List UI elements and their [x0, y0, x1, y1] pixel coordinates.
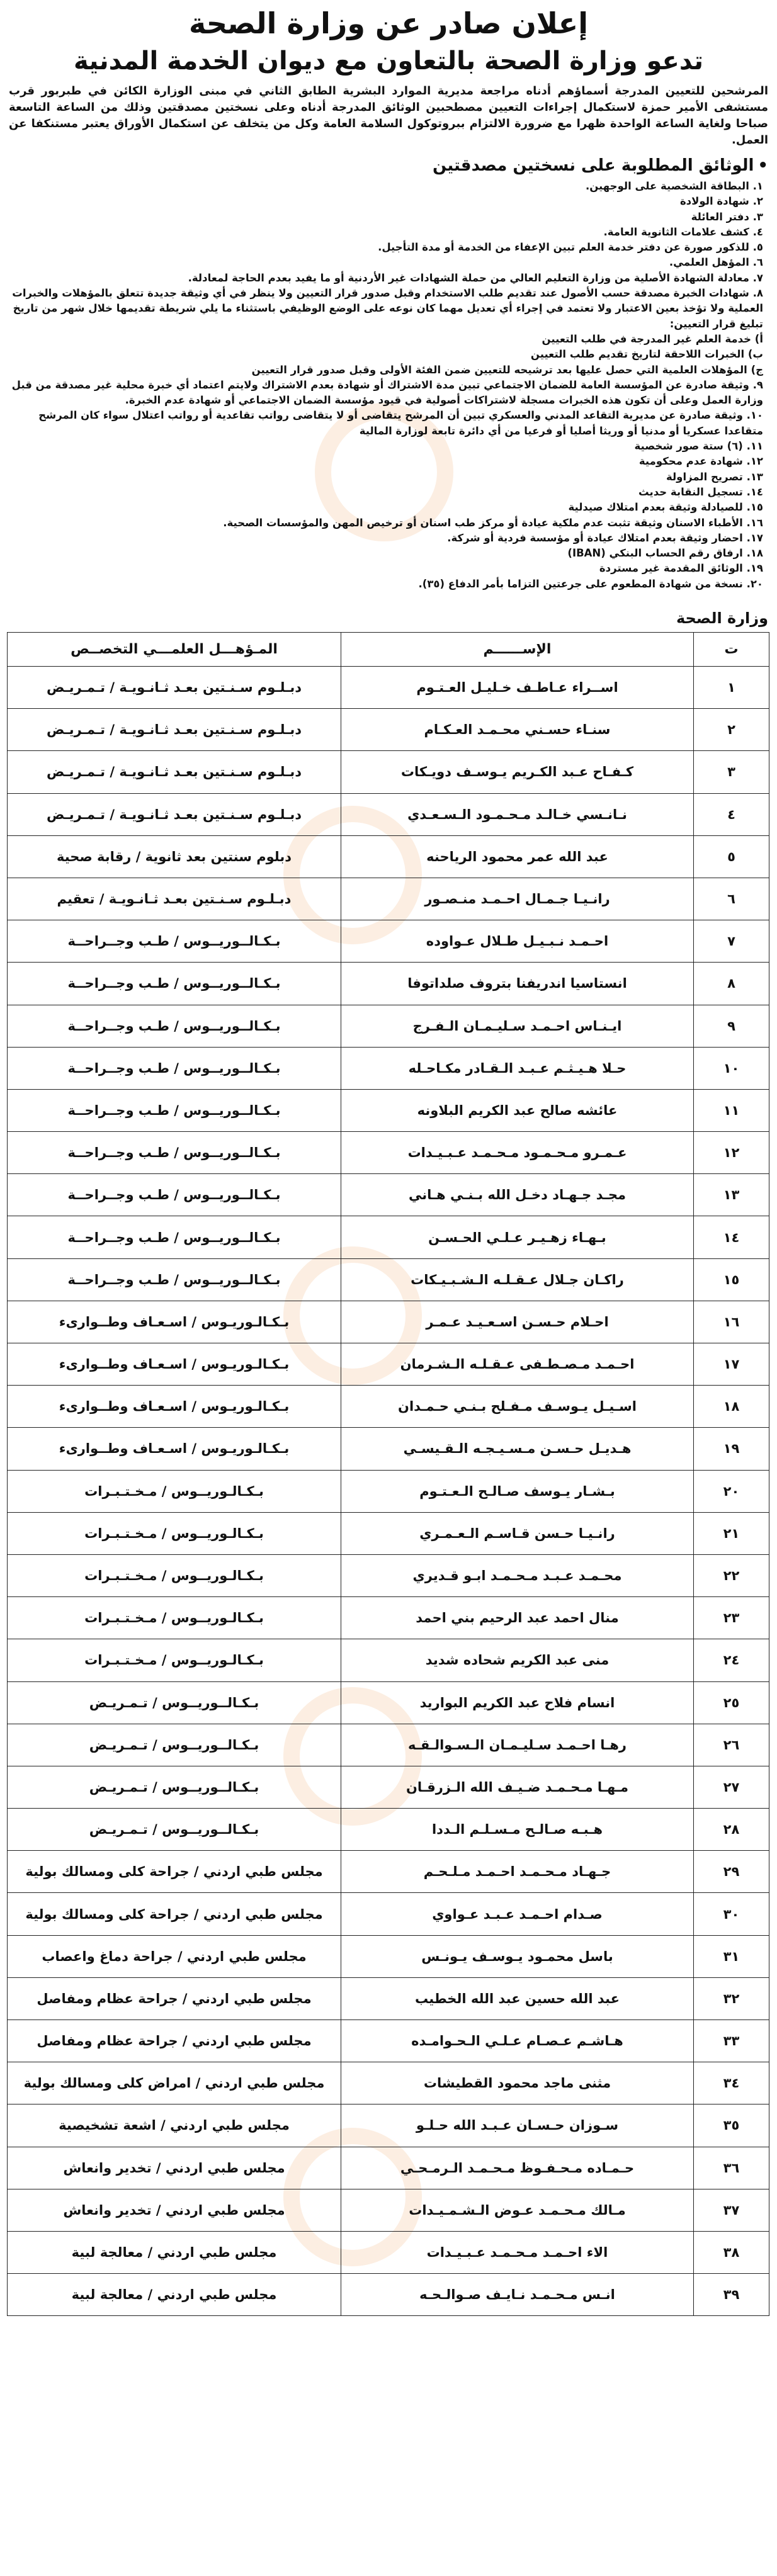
- document-item: ١. البطاقة الشخصية على الوجهين.: [585, 180, 763, 192]
- row-number: ٣٤: [694, 2062, 769, 2104]
- table-row: [8, 1809, 769, 1851]
- table-row: [8, 1089, 769, 1131]
- document-item: ١٤. تسجيل النقابة حديث: [638, 485, 763, 498]
- row-name: رانـيـا جـمـال احـمـد منـصـور: [341, 878, 694, 920]
- row-number: ٢٣: [694, 1597, 769, 1639]
- row-qualification: بـكـالـوريــوس / مـخـتـبـرات: [8, 1470, 341, 1512]
- row-name: عبد الله عمر محمود الرياحنه: [341, 835, 694, 878]
- row-name: انستاسيا اندريفنا بتروف صلداتوفا: [341, 963, 694, 1005]
- table-row: [8, 1851, 769, 1893]
- row-number: ١١: [694, 1089, 769, 1131]
- row-name: منى عبد الكريم شحاده شديد: [341, 1639, 694, 1681]
- row-qualification: بـكـالــوريــوس / طـب وجــراحــة: [8, 1132, 341, 1174]
- document-item: ٤. كشف علامات الثانوية العامة.: [603, 225, 763, 238]
- row-qualification: بـكـالــوريــوس / تـمـريـض: [8, 1809, 341, 1851]
- table-row: [8, 1554, 769, 1596]
- row-number: ١٧: [694, 1343, 769, 1386]
- row-name: اسـيـل يـوسـف مـفـلح بـنـي حـمـدان: [341, 1386, 694, 1428]
- row-number: ١٦: [694, 1301, 769, 1343]
- table-row: [8, 1639, 769, 1681]
- header-number: ت: [694, 633, 769, 667]
- table-row: [8, 751, 769, 793]
- table-body: [8, 667, 769, 2316]
- row-number: ٣: [694, 751, 769, 793]
- row-name: احـمـد نـبـيـل طـلال عـواوده: [341, 920, 694, 963]
- intro-paragraph: المرشحين للتعيين المدرجة أسماؤهم أدناه مراجعة مديرية الموارد البشرية الطابق الثاني في مبنى الوزارة الكائن في طبربور قرب مستشفى الأمير حمزة لاستكمال إجراءات التعيين مصطحبين الوثائق المدرجة أدناه وعلى نسختين مصدقتين وذلك من الساعة التاسعة صباحا ولغاية الساعة الواحدة ظهرا مع ضرورة الالتزام ببروتوكول السلامة العامة وكل من يتخلف عن استكمال الأوراق يعتبر مستنكفا عن العمل.: [9, 84, 768, 147]
- table-row: [8, 1301, 769, 1343]
- documents-list: [0, 179, 777, 592]
- row-number: ٣٢: [694, 1977, 769, 2020]
- row-name: كـفـاح عـبد الكـريم يـوسـف دويـكات: [341, 751, 694, 793]
- table-row: [8, 1174, 769, 1216]
- row-name: حـلا هـيـثـم عـبـد الـقـادر مكـاحـله: [341, 1047, 694, 1089]
- header-qualification: المـؤهـــل العلمـــي التخصــص: [8, 633, 341, 667]
- table-row: [8, 1681, 769, 1724]
- row-number: ٣٨: [694, 2231, 769, 2273]
- row-name: عبد الله حسين عبد الله الخطيب: [341, 1977, 694, 2020]
- table-row: [8, 1047, 769, 1089]
- row-number: ٣٠: [694, 1893, 769, 1935]
- table-row: [8, 1766, 769, 1808]
- document-item: ٦. المؤهل العلمي.: [669, 256, 763, 269]
- row-qualification: دبـلـوم سـنـتين بعـد ثـانـويـة / تعقيم: [8, 878, 341, 920]
- row-number: ٣١: [694, 1935, 769, 1977]
- document-item: ج) المؤهلات العلمية التي حصل عليها بعد ترشيحه للتعيين ضمن الفئة الأولى وقبل صدور قرار التعيين: [251, 363, 763, 376]
- row-qualification: دبـلـوم سـنـتين بعـد ثـانـويـة / تـمـريـض: [8, 667, 341, 709]
- table-row: [8, 920, 769, 963]
- row-qualification: مجلس طبي اردني / جراحة عظام ومفاصل: [8, 1977, 341, 2020]
- document-item: ١٢. شهادة عدم محكومية: [638, 455, 763, 468]
- row-qualification: بـكـالـوريـوس / اسـعـاف وطــوارىء: [8, 1343, 341, 1386]
- row-number: ٢٥: [694, 1681, 769, 1724]
- row-number: ٢٤: [694, 1639, 769, 1681]
- row-qualification: مجلس طبي اردني / جراحة كلى ومسالك بولية: [8, 1893, 341, 1935]
- table-header-row: [8, 633, 769, 667]
- row-number: ١٩: [694, 1428, 769, 1470]
- row-name: احـمـد مـصـطـفى عـقـلـه الـشـرمان: [341, 1343, 694, 1386]
- row-number: ١٨: [694, 1386, 769, 1428]
- document-item: ١٣. تصريح المزاولة: [666, 470, 763, 483]
- row-number: ٥: [694, 835, 769, 878]
- table-row: [8, 1893, 769, 1935]
- row-name: هـاشـم عـصـام عـلـي الـحـوامـده: [341, 2020, 694, 2062]
- row-name: مـهـا مـحـمـد ضـيـف الله الـزرقـان: [341, 1766, 694, 1808]
- row-qualification: بـكـالـوريـوس / اسـعـاف وطــوارىء: [8, 1428, 341, 1470]
- table-row: [8, 1597, 769, 1639]
- row-number: ٢٧: [694, 1766, 769, 1808]
- row-name: مثنى ماجد محمود القطيشات: [341, 2062, 694, 2104]
- row-name: احـلام حـسـن اسـعـيـد عـمـر: [341, 1301, 694, 1343]
- candidates-table: [7, 632, 769, 2316]
- row-qualification: بـكـالــوريــوس / تـمـريـض: [8, 1681, 341, 1724]
- row-number: ١٥: [694, 1258, 769, 1301]
- row-name: صـدام احـمـد عـبـد عـواوي: [341, 1893, 694, 1935]
- row-name: رانـيـا حـسن قـاسـم الـعـمـري: [341, 1512, 694, 1554]
- row-number: ٣٧: [694, 2189, 769, 2231]
- table-row: [8, 963, 769, 1005]
- row-number: ٣٩: [694, 2274, 769, 2316]
- row-number: ٦: [694, 878, 769, 920]
- documents-heading: • الوثائق المطلوبة على نسختين مصدقتين: [0, 149, 777, 179]
- document-item: ٢. شهادة الولادة: [679, 195, 763, 208]
- table-row: [8, 1470, 769, 1512]
- row-number: ٣٥: [694, 2104, 769, 2147]
- table-row: [8, 1386, 769, 1428]
- table-row: [8, 1512, 769, 1554]
- document-item: ١٩. الوثائق المقدمة غير مستردة: [599, 562, 763, 575]
- document-item: ٥. للذكور صورة عن دفتر خدمة العلم تبين الإعفاء من الخدمة أو مدة التأجيل.: [378, 241, 763, 254]
- row-name: هـبـه صـالـح مـسـلـم الـددا: [341, 1809, 694, 1851]
- row-number: ٣٣: [694, 2020, 769, 2062]
- row-name: عـمـرو مـحـمـود مـحـمـد عـبـيـدات: [341, 1132, 694, 1174]
- row-name: راكـان جـلال عـقـلـه الـشـبـيـكات: [341, 1258, 694, 1301]
- document-item: ١٨. ارفاق رقم الحساب البنكي (IBAN): [567, 547, 763, 560]
- table-row: [8, 2147, 769, 2189]
- row-name: انـس مـحـمـد نـايـف صـوالـحـه: [341, 2274, 694, 2316]
- row-name: حـمـاده مـحـفـوظ مـحـمـد الـرمـحـي: [341, 2147, 694, 2189]
- table-row: [8, 1258, 769, 1301]
- row-number: ١٣: [694, 1174, 769, 1216]
- row-name: بـهـاء زهـيـر عـلـي الحـسـن: [341, 1216, 694, 1258]
- row-number: ٢١: [694, 1512, 769, 1554]
- document-item: ١٧. احضار وثيقة بعدم امتلاك عيادة أو مؤسسة فردية أو شركة.: [447, 531, 763, 544]
- table-row: [8, 2231, 769, 2273]
- row-number: ١٤: [694, 1216, 769, 1258]
- row-name: مـالك مـحـمـد عـوض الـشـمـيـدات: [341, 2189, 694, 2231]
- row-qualification: دبـلـوم سـنـتين بعـد ثـانـويـة / تـمـريـض: [8, 709, 341, 751]
- row-number: ٢: [694, 709, 769, 751]
- row-qualification: بـكـالـوريـوس / اسـعـاف وطــوارىء: [8, 1386, 341, 1428]
- table-row: [8, 2062, 769, 2104]
- row-qualification: مجلس طبي اردني / جراحة دماغ واعصاب: [8, 1935, 341, 1977]
- row-name: عائشه صالح عبد الكريم البلاونه: [341, 1089, 694, 1131]
- announcement-subtitle: تدعو وزارة الصحة بالتعاون مع ديوان الخدمة المدنية: [74, 47, 703, 76]
- row-number: ٢٠: [694, 1470, 769, 1512]
- row-qualification: مجلس طبي اردني / جراحة كلى ومسالك بولية: [8, 1851, 341, 1893]
- row-qualification: مجلس طبي اردني / اشعة تشخيصية: [8, 2104, 341, 2147]
- document-item: ٨. شهادات الخبرة مصدقة حسب الأصول عند تقديم طلب الاستخدام وقبل صدور قرار التعيين ولا ينظر في أي وثيقة جديدة تتعلق بالمؤهلات والخبرات العملية ولا تؤخذ بعين الاعتبار ولا تعتمد في إجراء أي تعديل مهما كان نوعه على الوضع الوظيفي باستثناء ما يلي شريطة تقديمها خلال شهر من تاريخ تبليغ قرار التعيين:: [12, 287, 763, 330]
- announcement-header: [0, 0, 777, 79]
- row-qualification: مجلس طبي اردني / امراض كلى ومسالك بولية: [8, 2062, 341, 2104]
- row-qualification: مجلس طبي اردني / تخدير وانعاش: [8, 2147, 341, 2189]
- row-name: ايـنـاس احـمـد سـليـمـان الـفـرج: [341, 1005, 694, 1047]
- document-item: ٢٠. نسخة من شهادة المطعوم على جرعتين التزاما بأمر الدفاع (٣٥).: [418, 577, 763, 590]
- table-row: [8, 835, 769, 878]
- row-name: اســراء عـاطـف خـليـل العـتـوم: [341, 667, 694, 709]
- row-number: ٩: [694, 1005, 769, 1047]
- ministry-label: وزارة الصحة: [676, 609, 768, 628]
- row-number: ٢٦: [694, 1724, 769, 1766]
- document-item: ١٦. الأطباء الاسنان وثيقة تثبت عدم ملكية عيادة أو مركز طب اسنان أو ترخيص المهن والمؤسسات الصحية.: [223, 516, 763, 529]
- row-number: ٤: [694, 793, 769, 835]
- announcement-title: إعلان صادر عن وزارة الصحة: [189, 6, 588, 40]
- row-number: ٢٩: [694, 1851, 769, 1893]
- row-name: هـديـل حـسـن مـسـيـجـه الـقـيسـي: [341, 1428, 694, 1470]
- table-row: [8, 878, 769, 920]
- document-item: ٧. معادلة الشهادة الأصلية من وزارة التعليم العالي من حملة الشهادات غير الأردنية أو ما يفيد بعدم الحاجة لمعادلة.: [188, 271, 763, 284]
- row-qualification: مجلس طبي اردني / تخدير وانعاش: [8, 2189, 341, 2231]
- row-name: منال احمد عبد الرحيم بني احمد: [341, 1597, 694, 1639]
- table-row: [8, 709, 769, 751]
- row-qualification: دبلوم سنتين بعد ثانوية / رقابة صحية: [8, 835, 341, 878]
- row-qualification: دبـلـوم سـنـتين بعـد ثـانـويـة / تـمـريـض: [8, 793, 341, 835]
- document-item: ١٠. وثيقة صادرة عن مديرية التقاعد المدني والعسكري تبين أن المرشح يتقاضى أو لا يتقاضى رواتب تقاعدية أو رواتب اعتلال سواء كان المرشح متقاعدا عسكريا أو مدنيا أو وريثا أصليا أو فرعيا من أي دائرة تابعة لوزارة المالية: [38, 409, 763, 437]
- row-qualification: بـكـالــوريــوس / طـب وجــراحــة: [8, 1258, 341, 1301]
- row-name: سـوزان حـسـان عـبـد الله حـلـو: [341, 2104, 694, 2147]
- row-qualification: بـكـالــوريــوس / طـب وجــراحــة: [8, 1005, 341, 1047]
- row-name: بـشـار يـوسف صـالـح الـعـتـوم: [341, 1470, 694, 1512]
- table-row: [8, 1977, 769, 2020]
- table-row: [8, 1935, 769, 1977]
- row-qualification: بـكـالــوريــوس / طـب وجــراحــة: [8, 1174, 341, 1216]
- row-qualification: دبـلـوم سـنـتين بعـد ثـانـويـة / تـمـريـض: [8, 751, 341, 793]
- row-qualification: بـكـالــوريــوس / طـب وجــراحــة: [8, 1047, 341, 1089]
- row-qualification: بـكـالــوريــوس / تـمـريـض: [8, 1766, 341, 1808]
- row-number: ٣٦: [694, 2147, 769, 2189]
- row-qualification: بـكـالـوريــوس / مـخـتـبـرات: [8, 1554, 341, 1596]
- table-row: [8, 2189, 769, 2231]
- row-qualification: بـكـالـوريــوس / مـخـتـبـرات: [8, 1512, 341, 1554]
- row-number: ١٠: [694, 1047, 769, 1089]
- header-name: الإســــــم: [341, 633, 694, 667]
- row-qualification: بـكـالـوريـوس / اسـعـاف وطــوارىء: [8, 1301, 341, 1343]
- row-qualification: بـكـالــوريــوس / طـب وجــراحــة: [8, 920, 341, 963]
- table-row: [8, 1724, 769, 1766]
- row-qualification: بـكـالــوريــوس / طـب وجــراحــة: [8, 1089, 341, 1131]
- document-item: ٩. وثيقة صادرة عن المؤسسة العامة للضمان الاجتماعي تبين مدة الاشتراك أو شهادة بعدم الاشتراك ولايتم اعتماد أي خبرة محلية غير مصدقة من قبل وزارة العمل وعلى أن تكون هذه الخبرات مسجلة لاشتراكات أصولية في قيود مؤسسة الضمان الاجتماعي أو شهادة عدم الخبرة.: [11, 378, 763, 407]
- row-number: ٨: [694, 963, 769, 1005]
- table-row: [8, 793, 769, 835]
- row-name: رهـا احـمـد سـليـمـان الـسـوالـقـه: [341, 1724, 694, 1766]
- row-qualification: بـكـالـوريــوس / مـخـتـبـرات: [8, 1597, 341, 1639]
- table-row: [8, 1132, 769, 1174]
- table-row: [8, 1216, 769, 1258]
- row-number: ٢٨: [694, 1809, 769, 1851]
- row-number: ٢٢: [694, 1554, 769, 1596]
- row-number: ١: [694, 667, 769, 709]
- row-qualification: بـكـالــوريــوس / طـب وجــراحــة: [8, 1216, 341, 1258]
- row-name: جـهـاد مـحـمـد احـمـد مـلـحـم: [341, 1851, 694, 1893]
- row-qualification: بـكـالـوريــوس / مـخـتـبـرات: [8, 1639, 341, 1681]
- document-item: ١٥. للصيادلة وثيقة بعدم امتلاك صيدلية: [568, 501, 763, 514]
- row-qualification: مجلس طبي اردني / جراحة عظام ومفاصل: [8, 2020, 341, 2062]
- row-name: مجـد جـهـاد دخـل الله بـنـي هـاني: [341, 1174, 694, 1216]
- table-row: [8, 1005, 769, 1047]
- table-row: [8, 2020, 769, 2062]
- document-item: ١١. (٦) ستة صور شخصية: [634, 440, 763, 453]
- row-number: ٧: [694, 920, 769, 963]
- document-item: أ) خدمة العلم غير المدرجة في طلب التعيين: [542, 332, 763, 345]
- row-name: سنـاء حسـني محـمـد العـكـام: [341, 709, 694, 751]
- row-name: الاء احـمـد مـحـمـد عـبـيـدات: [341, 2231, 694, 2273]
- row-qualification: مجلس طبي اردني / معالجة لبية: [8, 2274, 341, 2316]
- row-name: محـمـد عـبـد مـحـمـد ابـو قـديري: [341, 1554, 694, 1596]
- document-item: ب) الخبرات اللاحقة لتاريخ تقديم طلب التعيين: [530, 348, 763, 361]
- row-number: ١٢: [694, 1132, 769, 1174]
- table-row: [8, 1343, 769, 1386]
- document-item: ٣. دفتر العائلة: [691, 210, 763, 223]
- table-row: [8, 667, 769, 709]
- row-qualification: مجلس طبي اردني / معالجة لبية: [8, 2231, 341, 2273]
- row-name: نـانـسي خـالـد مـحـمـود الـسـعـدي: [341, 793, 694, 835]
- row-qualification: بـكـالــوريــوس / طـب وجــراحــة: [8, 963, 341, 1005]
- table-row: [8, 1428, 769, 1470]
- row-name: باسل محمـود يـوسـف يـونـس: [341, 1935, 694, 1977]
- row-name: انسام فلاح عبد الكريم البوارید: [341, 1681, 694, 1724]
- table-row: [8, 2104, 769, 2147]
- table-row: [8, 2274, 769, 2316]
- row-qualification: بـكـالــوريــوس / تـمـريـض: [8, 1724, 341, 1766]
